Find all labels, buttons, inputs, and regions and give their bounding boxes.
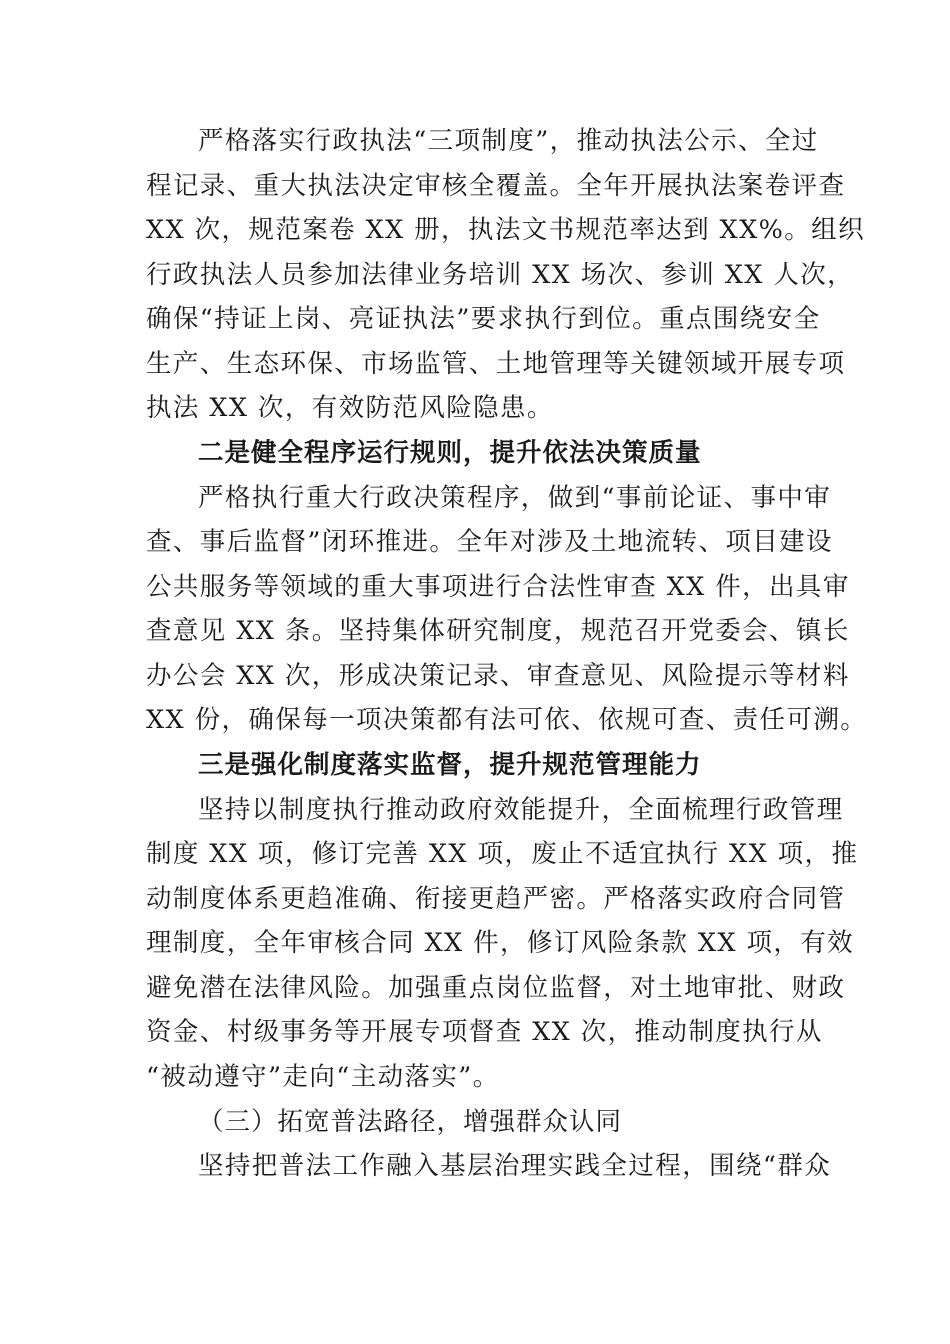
paragraph-line: 严格执行重大行政决策程序，做到“事前论证、事中审	[198, 483, 832, 513]
paragraph-line: 理制度，全年审核合同 XX 件，修订风险条款 XX 项，有效	[146, 928, 855, 958]
paragraph-line: 办公会 XX 次，形成决策记录、审查意见、风险提示等材料	[146, 661, 850, 691]
paragraph-line: 查意见 XX 条。坚持集体研究制度，规范召开党委会、镇长	[146, 616, 850, 646]
paragraph-line: XX 份，确保每一项决策都有法可依、依规可查、责任可溯。	[146, 705, 868, 735]
paragraph-line: 坚持把普法工作融入基层治理实践全过程，围绕“群众	[198, 1151, 832, 1181]
paragraph-line: 避免潜在法律风险。加强重点岗位监督，对土地审批、财政	[146, 973, 846, 1003]
paragraph-line: “被动遵守”走向“主动落实”。	[146, 1062, 500, 1092]
paragraph-line: 行政执法人员参加法律业务培训 XX 场次、参训 XX 人次，	[146, 260, 855, 290]
paragraph-line: 资金、村级事务等开展专项督查 XX 次，推动制度执行从	[146, 1017, 823, 1047]
paragraph-line: 程记录、重大执法决定审核全覆盖。全年开展执法案卷评查	[146, 171, 846, 201]
paragraph-line: 坚持以制度执行推动政府效能提升，全面梳理行政管理	[198, 795, 844, 825]
paragraph-line: 执法 XX 次，有效防范风险隐患。	[146, 393, 554, 423]
paragraph-line: 公共服务等领域的重大事项进行合法性审查 XX 件，出具审	[146, 572, 850, 602]
paragraph-line: 确保“持证上岗、亮证执法”要求执行到位。重点围绕安全	[146, 304, 821, 334]
paragraph-line: 生产、生态环保、市场监管、土地管理等关键领域开展专项	[146, 349, 846, 379]
subheading: 三是强化制度落实监督，提升规范管理能力	[198, 750, 702, 780]
paragraph-line: 制度 XX 项，修订完善 XX 项，废止不适宜执行 XX 项，推	[146, 839, 859, 869]
paragraph-line: 严格落实行政执法“三项制度”，推动执法公示、全过	[198, 126, 819, 156]
paragraph-line: 查、事后监督”闭环推进。全年对涉及土地流转、项目建设	[146, 527, 833, 557]
paragraph-line: XX 次，规范案卷 XX 册，执法文书规范率达到 XX%。组织	[146, 215, 865, 245]
subheading: 二是健全程序运行规则，提升依法决策质量	[198, 438, 702, 468]
section-heading: （三）拓宽普法路径，增强群众认同	[198, 1107, 623, 1137]
paragraph-line: 动制度体系更趋准确、衔接更趋严密。严格落实政府合同管	[146, 884, 846, 914]
